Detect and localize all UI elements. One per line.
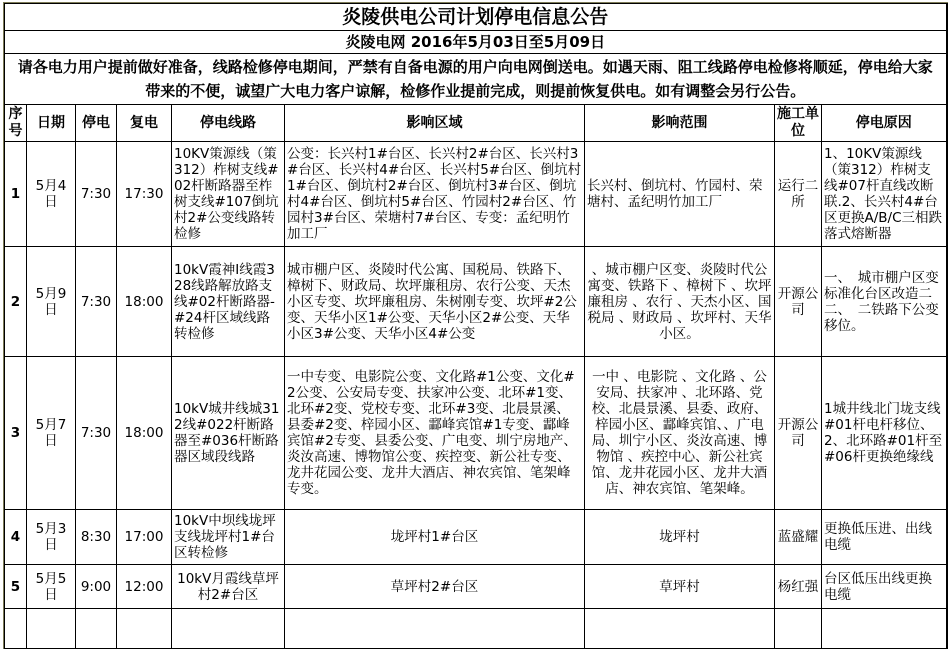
cell-area: 公变：长兴村1#台区、长兴村2#台区、长兴村3#台区、长兴村4#台区、长兴村5#台区、倒坑村1#台区、倒坑村2#台区、倒坑村3#台区、倒坑村4#台区、倒坑村5#台区、竹园村2#台区、竹园村3#台区、荣塘村7#台区、专变：孟纪明竹加工厂 bbox=[285, 142, 585, 247]
table-row-partial bbox=[5, 609, 947, 649]
cell-empty bbox=[76, 609, 117, 649]
cell-unit: 运行二所 bbox=[775, 142, 822, 247]
col-header-poweroff: 停电 bbox=[76, 105, 117, 142]
page-title: 炎陵供电公司计划停电信息公告 bbox=[5, 4, 947, 31]
col-header-reason: 停电原因 bbox=[822, 105, 947, 142]
cell-empty bbox=[585, 609, 775, 649]
cell-poweroff-time: 8:30 bbox=[76, 510, 117, 565]
cell-seq: 1 bbox=[5, 142, 27, 247]
cell-date: 5月7日 bbox=[27, 357, 76, 510]
cell-unit: 蓝盛耀 bbox=[775, 510, 822, 565]
cell-seq: 4 bbox=[5, 510, 27, 565]
cell-empty bbox=[822, 609, 947, 649]
cell-scope: 草坪村 bbox=[585, 565, 775, 609]
cell-seq: 5 bbox=[5, 565, 27, 609]
cell-unit: 开源公司 bbox=[775, 357, 822, 510]
cell-reason: 更换低压进、出线电缆 bbox=[822, 510, 947, 565]
col-header-scope: 影响范围 bbox=[585, 105, 775, 142]
cell-restore-time: 18:00 bbox=[117, 357, 172, 510]
col-header-seq: 序号 bbox=[5, 105, 27, 142]
cell-date: 5月5日 bbox=[27, 565, 76, 609]
col-header-date: 日期 bbox=[27, 105, 76, 142]
title-row bbox=[5, 4, 947, 31]
cell-empty bbox=[285, 609, 585, 649]
cell-reason: 1城井线北门垅支线#01杆电杆移位、2、北环路#01杆至#06杆更换绝缘线 bbox=[822, 357, 947, 510]
cell-restore-time: 17:30 bbox=[117, 142, 172, 247]
col-header-unit: 施工单位 bbox=[775, 105, 822, 142]
col-header-area: 影响区域 bbox=[285, 105, 585, 142]
subtitle-row bbox=[5, 31, 947, 54]
cell-restore-time: 17:00 bbox=[117, 510, 172, 565]
cell-line: 10kV中坝线垅坪支线垅坪村1#台区转检修 bbox=[172, 510, 285, 565]
table-row bbox=[5, 357, 947, 510]
cell-area: 垅坪村1#台区 bbox=[285, 510, 585, 565]
col-header-line: 停电线路 bbox=[172, 105, 285, 142]
cell-seq: 2 bbox=[5, 247, 27, 357]
cell-area: 城市棚户区、炎陵时代公寓、国税局、铁路下、樟树下、财政局、坎坪廉租房、农行公变、天杰小区专变、坎坪廉租房、朱树刚专变、坎坪#2公变、天华小区1#公变、天华小区2#公变、天华小区3#公变、天华小区4#公变 bbox=[285, 247, 585, 357]
cell-reason: 台区低压出线更换电缆 bbox=[822, 565, 947, 609]
cell-empty bbox=[27, 609, 76, 649]
cell-empty bbox=[172, 609, 285, 649]
cell-empty bbox=[775, 609, 822, 649]
cell-line: 10kV城井线城312线#022杆断路器至#036杆断路器区域段线路 bbox=[172, 357, 285, 510]
cell-empty bbox=[117, 609, 172, 649]
cell-poweroff-time: 7:30 bbox=[76, 247, 117, 357]
cell-restore-time: 18:00 bbox=[117, 247, 172, 357]
cell-date: 5月3日 bbox=[27, 510, 76, 565]
cell-reason: 1、10KV策源线（策312）柞树支线#07杆直线改断联.2、长兴村4#台区更换A/B/C三相跌落式熔断器 bbox=[822, 142, 947, 247]
date-range-subtitle: 炎陵电网 2016年5月03日至5月09日 bbox=[5, 31, 947, 54]
notice-row bbox=[5, 54, 947, 105]
cell-poweroff-time: 9:00 bbox=[76, 565, 117, 609]
cell-scope: 、城市棚户区变、炎陵时代公寓变、铁路下 、樟树下 、坎坪廉租房 、农行 、天杰小区、国税局 、财政局 、坎坪村、天华小区。 bbox=[585, 247, 775, 357]
table-header-row bbox=[5, 105, 947, 142]
cell-poweroff-time: 7:30 bbox=[76, 357, 117, 510]
cell-seq: 3 bbox=[5, 357, 27, 510]
cell-reason: 一、 城市棚户区变标准化台区改造二二、 二铁路下公变移位。 bbox=[822, 247, 947, 357]
col-header-restore: 复电 bbox=[117, 105, 172, 142]
cell-empty bbox=[5, 609, 27, 649]
cell-line: 10KV策源线（策312）柞树支线#02杆断路器至柞树支线#107倒坑村2#公变线路转检修 bbox=[172, 142, 285, 247]
cell-line: 10kV月霞线草坪村2#台区 bbox=[172, 565, 285, 609]
cell-scope: 一中 、电影院 、文化路 、公安局、扶家冲 、北环路、党校、北晨景溪、县委、政府、梓园小区、酃峰宾馆、、广电局、圳宁小区、炎汝高速、博物馆 、疾控中心、新公社宾馆、龙井花园小区、龙井大酒店、神农宾馆、笔架峰。 bbox=[585, 357, 775, 510]
cell-unit: 开源公司 bbox=[775, 247, 822, 357]
notice-text: 请各电力用户提前做好准备，线路检修停电期间，严禁有自备电源的用户向电网倒送电。如遇天雨、阻工线路停电检修将顺延，停电给大家带来的不便，诚望广大电力客户谅解，检修作业提前完成，则提前恢复供电。如有调整会另行公告。 bbox=[5, 54, 947, 105]
table-row bbox=[5, 247, 947, 357]
table-row bbox=[5, 510, 947, 565]
table-row bbox=[5, 565, 947, 609]
table-row bbox=[5, 142, 947, 247]
cell-date: 5月4日 bbox=[27, 142, 76, 247]
outage-announcement-table bbox=[4, 3, 948, 649]
cell-poweroff-time: 7:30 bbox=[76, 142, 117, 247]
cell-line: 10kV霞神I线霞328线路解放路支线#02杆断路器-#24杆区域线路转检修 bbox=[172, 247, 285, 357]
cell-area: 草坪村2#台区 bbox=[285, 565, 585, 609]
cell-restore-time: 12:00 bbox=[117, 565, 172, 609]
cell-unit: 杨红强 bbox=[775, 565, 822, 609]
cell-area: 一中专变、电影院公变、文化路#1公变、文化#2公变、公安局专变、扶家冲公变、北环#1变、北环#2变、党校专变、北环#3变、北晨景溪、县委#2变、梓园小区、酃峰宾馆#1专变、酃峰宾馆#2专变、县委公变、广电变、圳宁房地产、炎汝高速、博物馆公变、疾控变、新公社专变、龙井花园公变、龙井大酒店、神农宾馆、笔架峰专变。 bbox=[285, 357, 585, 510]
sheet-frame bbox=[3, 2, 948, 649]
cell-scope: 长兴村、倒坑村、竹园村、荣塘村、孟纪明竹加工厂 bbox=[585, 142, 775, 247]
cell-date: 5月9日 bbox=[27, 247, 76, 357]
cell-scope: 垅坪村 bbox=[585, 510, 775, 565]
